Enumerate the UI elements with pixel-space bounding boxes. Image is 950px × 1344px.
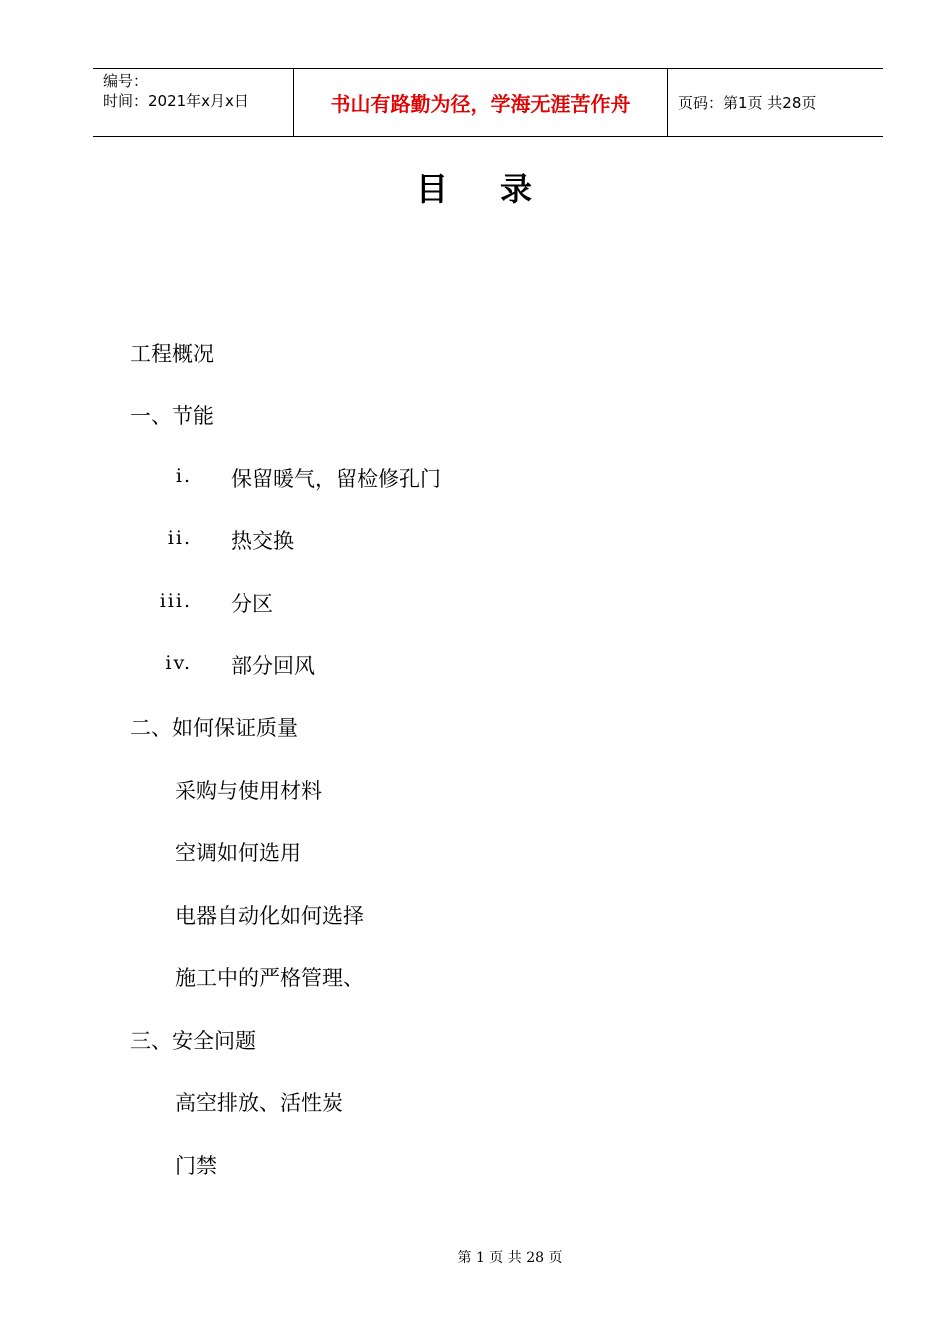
document-date: 时间：2021年x月x日 — [103, 92, 249, 110]
page-title — [0, 164, 950, 210]
toc-item-label[interactable]: 施工中的严格管理、 — [175, 966, 364, 990]
title-char-2: 录 — [500, 170, 535, 208]
toc-section-3[interactable]: 三、安全问题 — [130, 1029, 256, 1053]
toc-item-label[interactable]: 保留暖气，留检修孔门 — [231, 467, 441, 491]
toc-overview[interactable]: 工程概况 — [130, 342, 214, 366]
toc-item-label[interactable]: 热交换 — [231, 529, 294, 553]
page-header — [93, 68, 883, 137]
toc-item-label[interactable]: 分区 — [231, 592, 273, 616]
header-meta — [93, 69, 294, 136]
toc-item-number: iii. — [159, 590, 192, 612]
toc-item-number: iv. — [165, 652, 192, 674]
toc-section-1[interactable]: 一、节能 — [130, 404, 214, 428]
toc-item-label[interactable]: 部分回风 — [231, 654, 315, 678]
header-motto: 书山有路勤为径，学海无涯苦作舟 — [294, 69, 668, 136]
document-number-label: 编号： — [103, 72, 149, 90]
toc-item-label[interactable]: 门禁 — [175, 1154, 217, 1178]
toc-item-label[interactable]: 电器自动化如何选择 — [175, 904, 364, 928]
toc-item-number: i. — [175, 465, 192, 487]
toc-item-number: ii. — [167, 527, 192, 549]
toc-item-label[interactable]: 采购与使用材料 — [175, 779, 322, 803]
page-footer: 第 1 页 共 28 页 — [457, 1250, 563, 1266]
title-char-1: 目 — [415, 170, 450, 208]
toc-item-label[interactable]: 空调如何选用 — [175, 841, 301, 865]
header-page-info: 页码：第1页 共28页 — [678, 94, 817, 112]
toc-section-2[interactable]: 二、如何保证质量 — [130, 716, 298, 740]
toc-item-label[interactable]: 高空排放、活性炭 — [175, 1091, 343, 1115]
